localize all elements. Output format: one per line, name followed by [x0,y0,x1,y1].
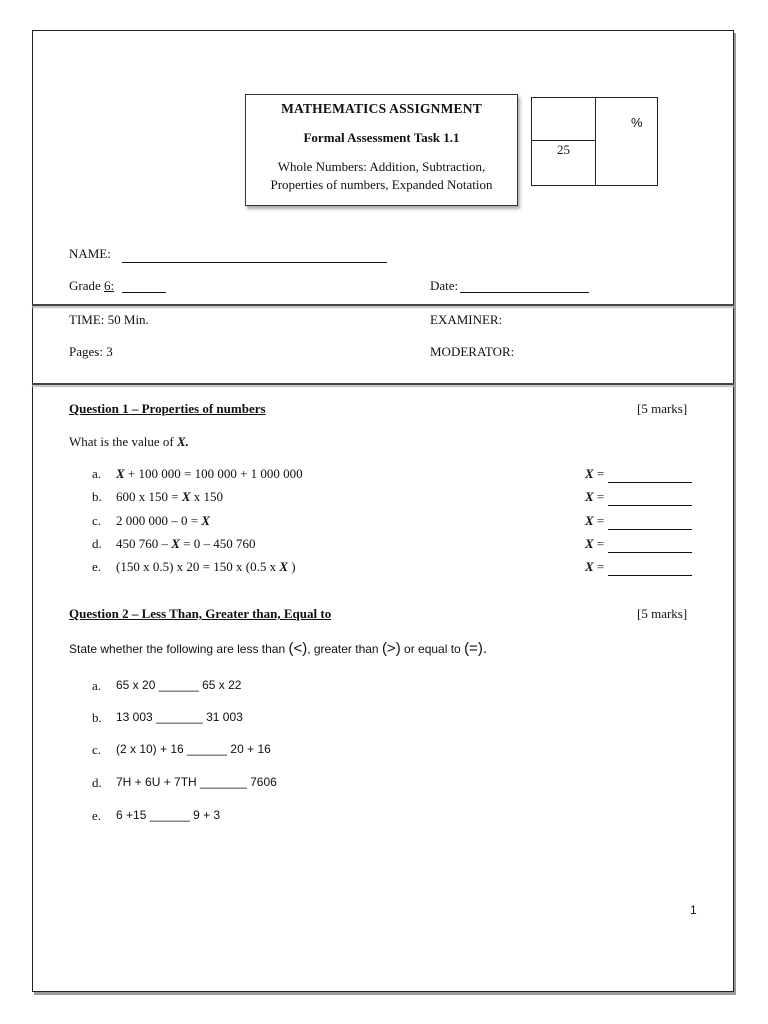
separator-top [32,304,734,306]
q1-expr-pre: (150 x 0.5) x 20 = 150 x (0.5 x [116,559,280,574]
q2-item-expression [116,808,220,822]
q2-expr-left: 6 +15 [116,808,150,822]
q2-expr-left: 13 003 [116,710,157,724]
q2-expr-right: 31 003 [202,710,243,724]
q1-item-expression [116,536,256,552]
question-1-marks: [5 marks] [637,401,688,416]
q2-expr-left: (2 x 10) + 16 [116,742,188,756]
question-2-prompt [69,640,487,657]
name-label: NAME: [69,246,111,261]
q1-answer-variable: X [585,489,594,504]
q2-expr-left: 7H + 6U + 7TH [116,775,201,789]
q1-expr-pre: 600 x 150 = [116,489,182,504]
q1-answer-variable: X [585,536,594,551]
q1-answer-eq: = [593,513,608,528]
q2-item-letter: a. [92,678,102,693]
q1-answer-eq: = [593,466,608,481]
q2-expr-right: 7606 [246,775,277,789]
q2-item-expression [116,678,241,692]
percent-sign: % [631,115,643,130]
q1-answer [585,489,692,506]
grade-value: 6: [104,278,115,293]
score-divider-vertical [595,98,596,186]
q2-answer-blank[interactable]: ______ [158,678,199,692]
assignment-subtitle: Formal Assessment Task 1.1 [303,130,460,145]
grade-label [69,278,114,294]
greater-than-symbol: (>) [381,640,401,657]
q2-item-expression [116,742,271,756]
q2-answer-blank[interactable]: ______ [149,808,190,822]
q2-answer-blank[interactable]: ______ [187,742,228,756]
q1-expr-variable: X [116,466,125,481]
q2-item-letter: e. [92,808,102,823]
q1-item-letter: e. [92,559,102,574]
q1-item-expression [116,466,303,482]
date-label: Date: [430,278,459,293]
q2-expr-right: 20 + 16 [227,742,271,756]
q1-answer-variable: X [585,559,594,574]
page-number: 1 [690,903,697,917]
q2-answer-blank[interactable]: _______ [200,775,247,789]
q2-prompt-part-c: or equal to [400,642,465,656]
topics-line-1: Whole Numbers: Addition, Subtraction, [277,159,486,174]
score-divider-horizontal [532,140,595,141]
q1-item-letter: a. [92,466,102,481]
q2-prompt-end: . [482,640,487,657]
q1-answer-blank[interactable] [608,466,692,483]
q1-answer-blank[interactable] [608,489,692,506]
assignment-title-box [245,94,518,206]
q2-item-letter: d. [92,775,102,790]
q1-expr-variable: X [181,489,191,504]
q1-answer [585,513,692,530]
q1-expr-variable: X [171,536,180,551]
q1-expr-pre: 450 760 – [116,536,172,551]
date-field[interactable] [460,292,589,293]
q1-item-letter: c. [92,513,102,528]
less-than-symbol: (<) [288,640,308,657]
question-1-prompt [69,434,189,450]
question-1-title: Question 1 – Properties of numbers [69,401,266,416]
q1-answer-blank[interactable] [608,513,692,530]
separator-bottom [32,383,734,385]
q1-expr-rest: x 150 [190,489,224,504]
q1-item-expression [116,559,296,575]
q1-expr-rest: ) [288,559,296,574]
assignment-topics [246,158,517,194]
score-total: 25 [557,142,570,157]
q1-answer-variable: X [585,466,594,481]
q2-prompt-part-b: , greater than [307,642,382,656]
q2-expr-right: 9 + 3 [189,808,221,822]
q2-item-letter: c. [92,742,102,757]
q1-answer-eq: = [593,559,608,574]
pages-info: Pages: 3 [69,344,113,359]
q2-item-letter: b. [92,710,102,725]
name-field[interactable] [122,262,387,263]
q1-item-letter: d. [92,536,102,551]
q1-expr-rest: + 100 000 = 100 000 + 1 000 000 [124,466,303,481]
time-info: TIME: 50 Min. [69,312,149,327]
equal-symbol: (=) [464,640,483,657]
q1-expr-pre: 2 000 000 – 0 = [116,513,202,528]
q1-answer-blank[interactable] [608,536,692,553]
topics-line-2: Properties of numbers, Expanded Notation [270,177,493,192]
q1-answer [585,536,692,553]
q1-expr-variable: X [279,559,288,574]
q1-expr-rest: = 0 – 450 760 [179,536,256,551]
q2-prompt-part-a: State whether the following are less than [69,642,289,656]
q1-answer-blank[interactable] [608,559,692,576]
q1-item-letter: b. [92,489,102,504]
grade-label-text: Grade [69,278,105,293]
q2-item-expression [116,710,243,724]
grade-field[interactable] [122,292,166,293]
question-2-marks: [5 marks] [637,606,688,621]
q2-expr-right: 65 x 22 [198,678,242,692]
q2-item-expression [116,775,277,789]
assignment-title: MATHEMATICS ASSIGNMENT [281,101,482,116]
examiner-label: EXAMINER: [430,312,503,327]
q1-item-expression [116,513,210,529]
question-1-prompt-var: X. [176,434,189,449]
q1-item-expression [116,489,223,505]
q1-answer-variable: X [585,513,594,528]
question-1-prompt-text: What is the value of [69,434,177,449]
q1-answer [585,466,692,483]
q1-answer-eq: = [593,489,608,504]
q2-answer-blank[interactable]: _______ [156,710,203,724]
q1-expr-variable: X [201,513,211,528]
q1-answer-eq: = [593,536,608,551]
q1-answer [585,559,692,576]
question-2-title: Question 2 – Less Than, Greater than, Equal to [69,606,332,621]
score-box [531,97,658,186]
moderator-label: MODERATOR: [430,344,515,359]
q2-expr-left: 65 x 20 [116,678,159,692]
